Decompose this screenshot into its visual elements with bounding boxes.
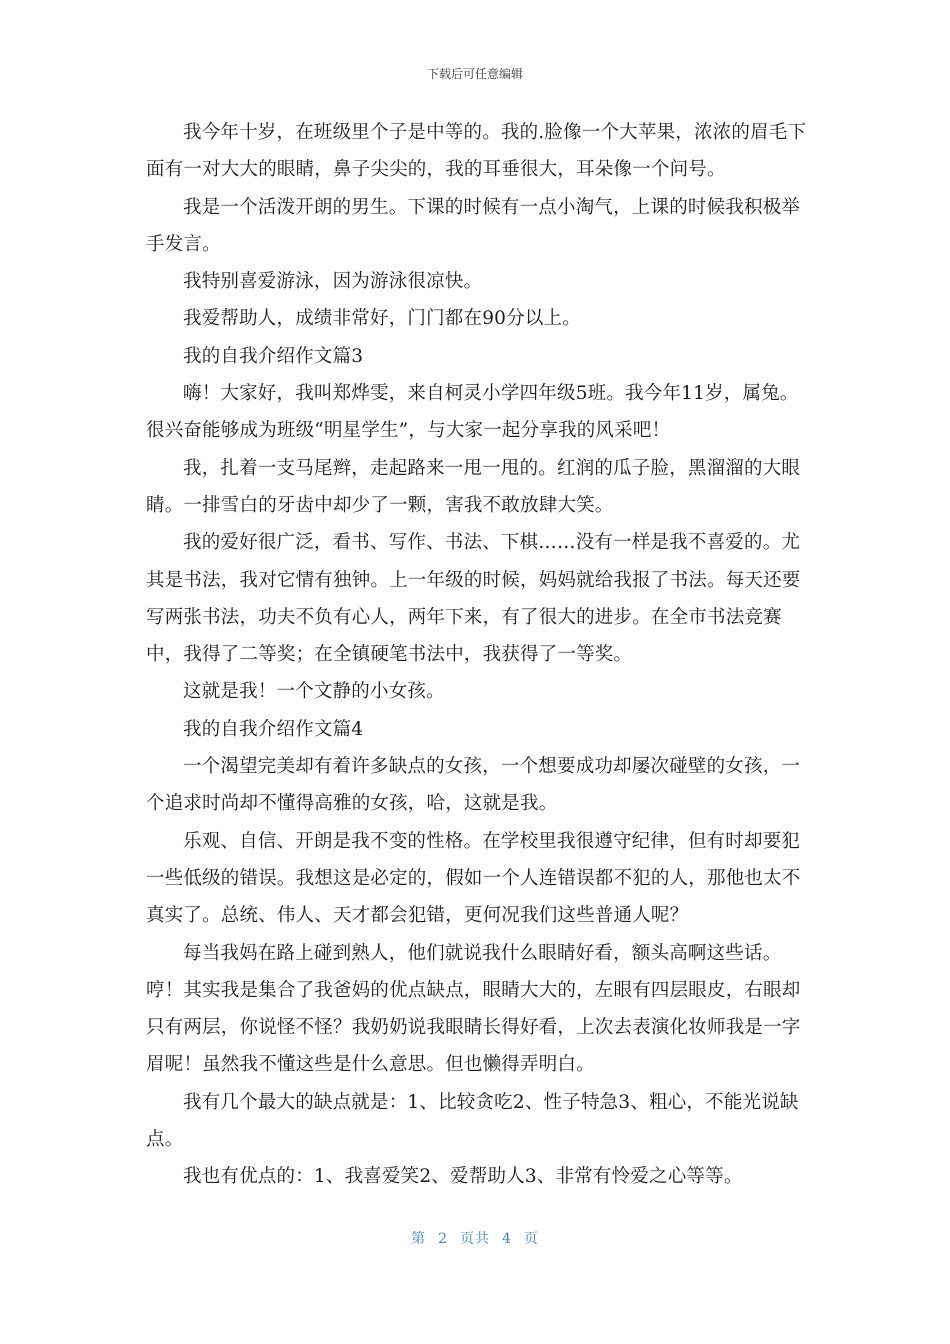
paragraph-15: 我也有优点的：1、我喜爱笑2、爱帮助人3、非常有怜爱之心等等。 [183, 1166, 743, 1188]
paragraph-14: 我有几个最大的缺点就是：1、比较贪吃2、性子特急3、粗心，不能光说缺点。 [146, 1091, 799, 1151]
paragraph-13: 每当我妈在路上碰到熟人，他们就说我什么眼睛好看，额头高啊这些话。哼！其实我是集合了我爸妈的优点缺点，眼睛大大的，左眼有四层眼皮，右眼却只有两层，你说怪不怪？我奶奶说我眼睛长得好看，上次去表演化妆师我是一字眉呢！虽然我不懂这些是什么意思。但也懒得弄明白。 [146, 942, 801, 1076]
paragraph-2: 我是一个活泼开朗的男生。下课的时候有一点小淘气，上课的时候我积极举手发言。 [146, 196, 801, 255]
document-body [146, 114, 810, 1196]
paragraph-3: 我特别喜爱游泳，因为游泳很凉快。 [183, 271, 483, 293]
paragraph-8: 我的爱好很广泛，看书、写作、书法、下棋……没有一样是我不喜爱的。尤其是书法，我对它情有独钟。上一年级的时候，妈妈就给我报了书法。每天还要写两张书法，功夫不负有心人，两年下来，有了很大的进步。在全市书法竞赛中，我得了二等奖；在全镇硬笔书法中，我获得了一等奖。 [146, 532, 801, 666]
page-label-prefix: 第 [411, 1231, 427, 1247]
paragraph-4: 我爱帮助人，成绩非常好，门门都在90分以上。 [183, 308, 581, 330]
page-label-middle: 页共 [460, 1231, 490, 1247]
total-pages-number: 4 [502, 1231, 512, 1247]
paragraph-9: 这就是我！一个文静的小女孩。 [183, 681, 445, 703]
paragraph-1: 我今年十岁，在班级里个子是中等的。我的.脸像一个大苹果，浓浓的眉毛下面有一对大大的眼睛，鼻子尖尖的，我的耳垂很大，耳朵像一个问号。 [146, 122, 807, 181]
section-heading-3: 我的自我介绍作文篇3 [183, 345, 364, 367]
current-page-number: 2 [438, 1231, 448, 1247]
paragraph-7: 我，扎着一支马尾辫，走起路来一甩一甩的。红润的瓜子脸，黑溜溜的大眼睛。一排雪白的牙齿中却少了一颗，害我不敢放肆大笑。 [146, 457, 801, 516]
paragraph-6: 嗨！大家好，我叫郑烨雯，来自柯灵小学四年级5班。我今年11岁，属兔。很兴奋能够成为班级“明星学生”，与大家一起分享我的风采吧！ [146, 383, 799, 442]
paragraph-11: 一个渴望完美却有着许多缺点的女孩，一个想要成功却屡次碰壁的女孩，一个追求时尚却不懂得高雅的女孩，哈，这就是我。 [146, 756, 801, 815]
paragraph-12: 乐观、自信、开朗是我不变的性格。在学校里我很遵守纪律，但有时却要犯一些低级的错误。我想这是必定的，假如一个人连错误都不犯的人，那他也太不真实了。总统、伟人、天才都会犯错，更何况我们这些普通人呢？ [146, 830, 801, 927]
page-label-suffix: 页 [523, 1231, 539, 1247]
section-heading-4: 我的自我介绍作文篇4 [183, 718, 364, 740]
page-header-note: 下载后可任意编辑 [426, 67, 523, 81]
page-number-footer [0, 1228, 950, 1250]
